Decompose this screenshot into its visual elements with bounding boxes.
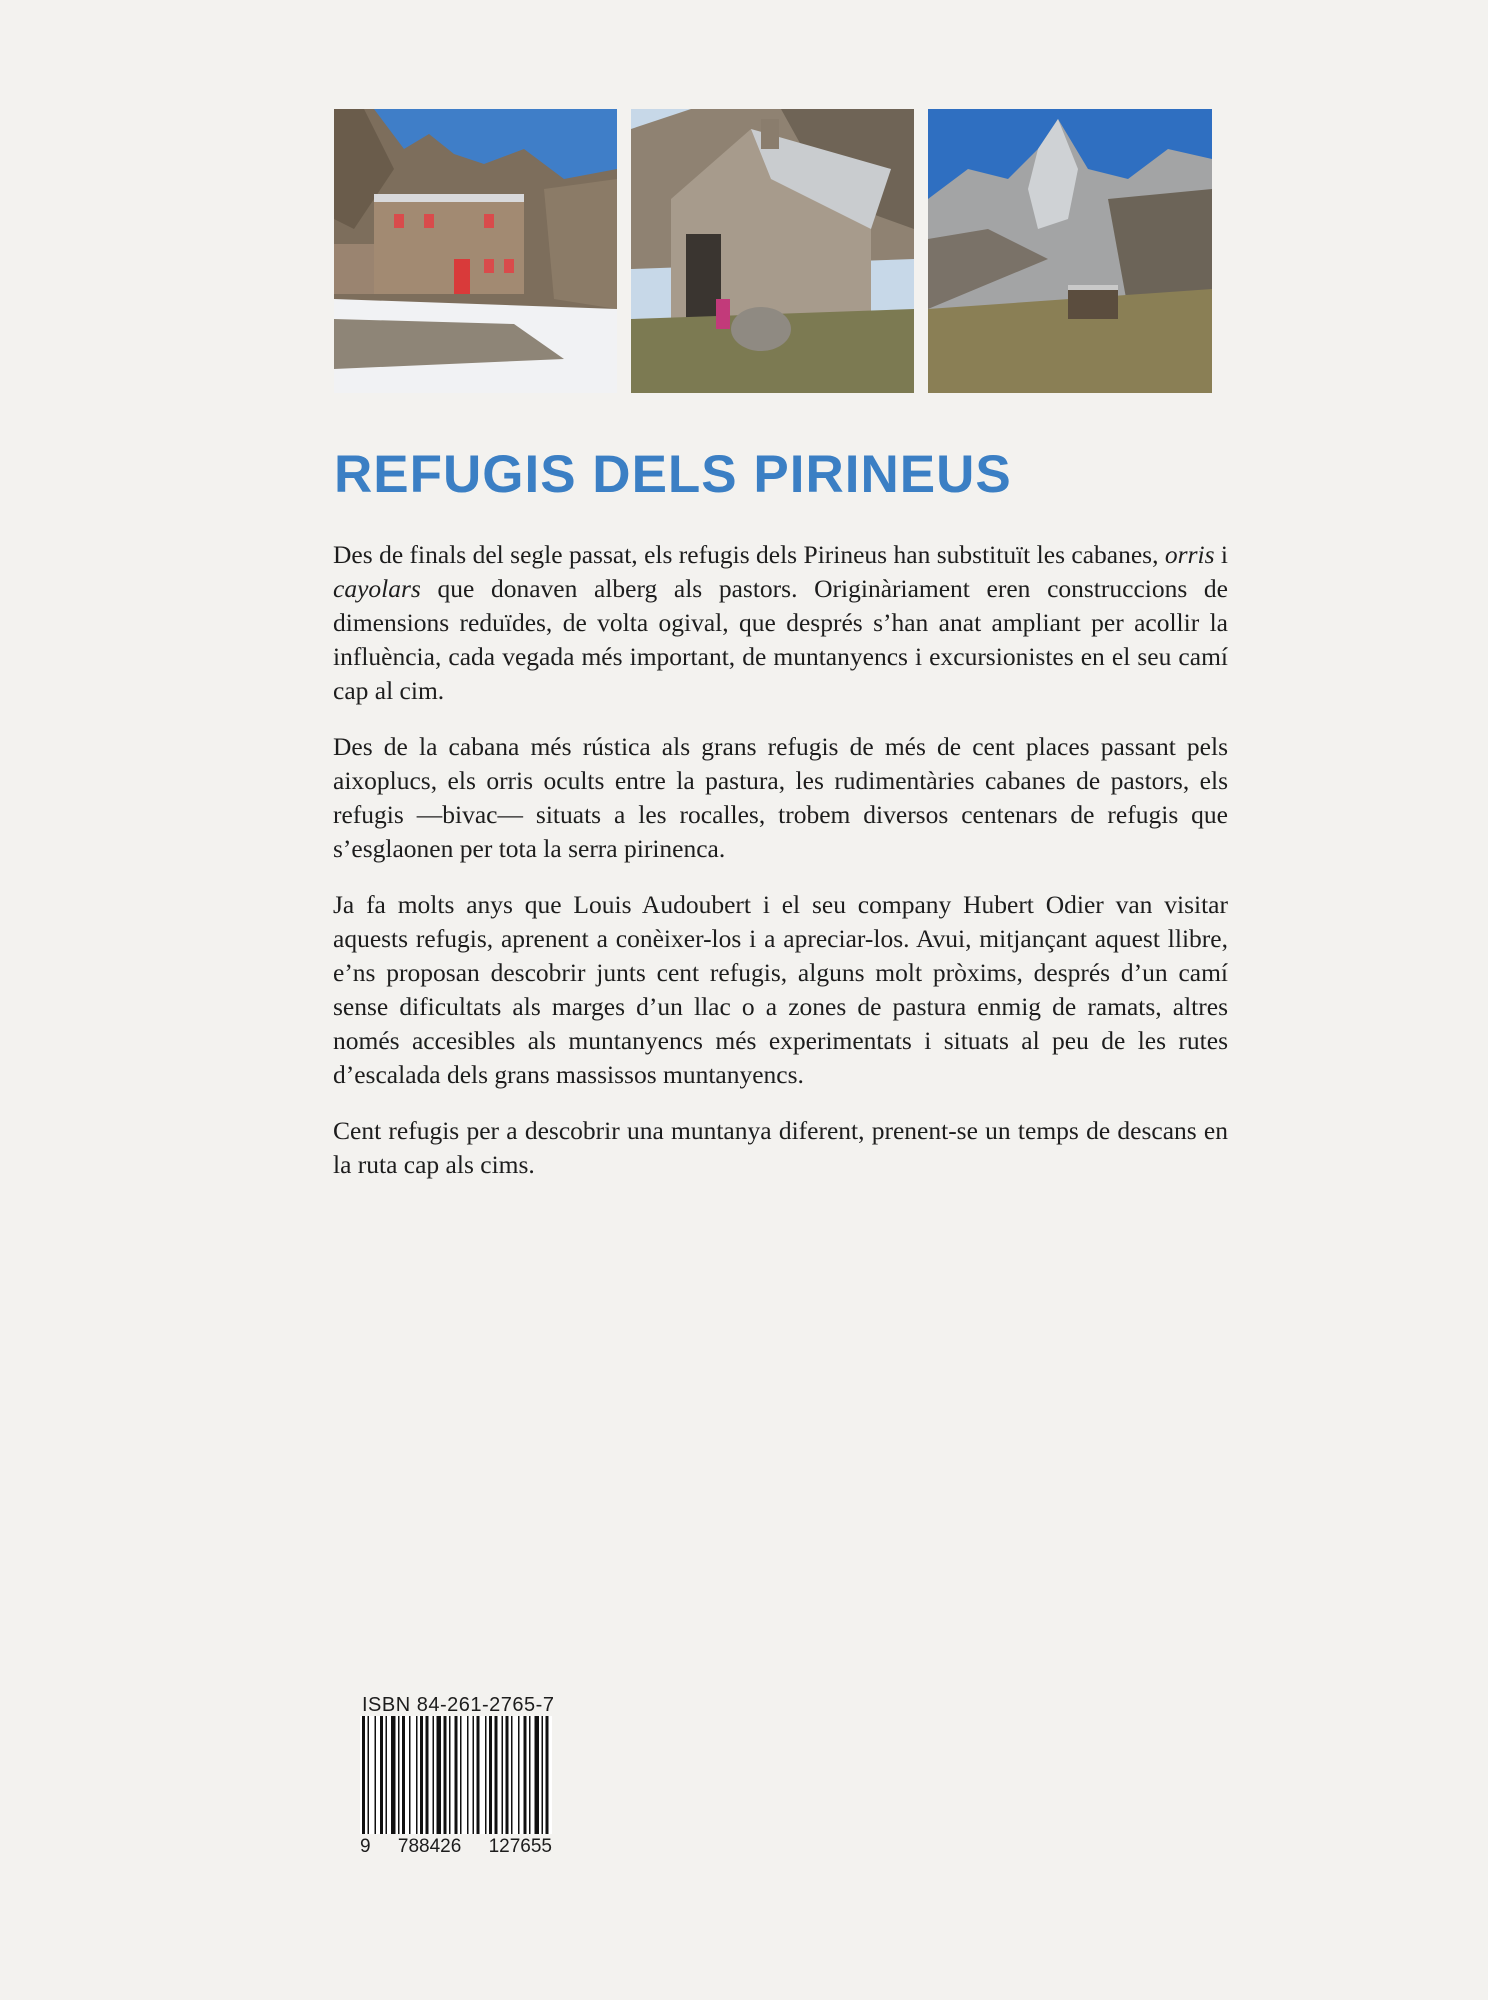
barcode-icon	[360, 1716, 552, 1834]
page-title: REFUGIS DELS PIRINEUS	[334, 445, 1012, 504]
paragraph-1	[333, 538, 1228, 708]
paragraph-4: Cent refugis per a descobrir una muntanya diferent, prenent-se un temps de descans en la ruta cap als cims.	[333, 1116, 1228, 1179]
back-cover-text	[333, 538, 1228, 1204]
barcode-digits	[360, 1836, 552, 1858]
refuge-building-photo	[334, 109, 617, 393]
photo-strip	[334, 109, 1212, 393]
term-orris: orris	[1164, 540, 1215, 569]
barcode-digit-first: 9	[360, 1836, 371, 1857]
barcode-digits-right: 127655	[488, 1836, 552, 1857]
mountain-valley-refuge-photo	[928, 109, 1212, 393]
paragraph-1-part-c: que donaven alberg als pastors. Originàriament eren construccions de dimensions reduïdes, de volta ogival, que després s’han anat ampliant per acollir la influència, cada vegada més important, de muntanyencs i excursionistes en el seu camí cap al cim.	[333, 574, 1228, 705]
term-cayolars: cayolars	[333, 574, 421, 603]
barcode-digits-left: 788426	[397, 1836, 462, 1857]
isbn-label: ISBN 84-261-2765-7	[362, 1694, 555, 1716]
paragraph-2: Des de la cabana més rústica als grans refugis de més de cent places passant pels aixoplucs, els orris ocults entre la pastura, les rudimentàries cabanes de pastors, els refugis —bivac— situats a les rocalles, trobem diversos centenars de refugis que s’esglaonen per tota la serra pirinenca.	[333, 732, 1228, 863]
paragraph-3: Ja fa molts anys que Louis Audoubert i el seu company Hubert Odier van visitar aquests refugis, aprenent a conèixer-los i a apreciar-los. Avui, mitjançant aquest llibre, e’ns proposan descobrir junts cent refugis, alguns molt pròxims, després d’un camí sense dificultats als marges d’un llac o a zones de pastura enmig de ramats, altres només accesibles als muntanyencs més experimentats i situats al peu de les rutes d’escalada dels grans massissos muntanyencs.	[333, 890, 1228, 1089]
stone-hut-photo	[631, 109, 914, 393]
paragraph-1-part-b: i	[1214, 540, 1228, 569]
paragraph-1-part-a: Des de finals del segle passat, els refugis dels Pirineus han substituït les cabanes,	[333, 540, 1165, 569]
